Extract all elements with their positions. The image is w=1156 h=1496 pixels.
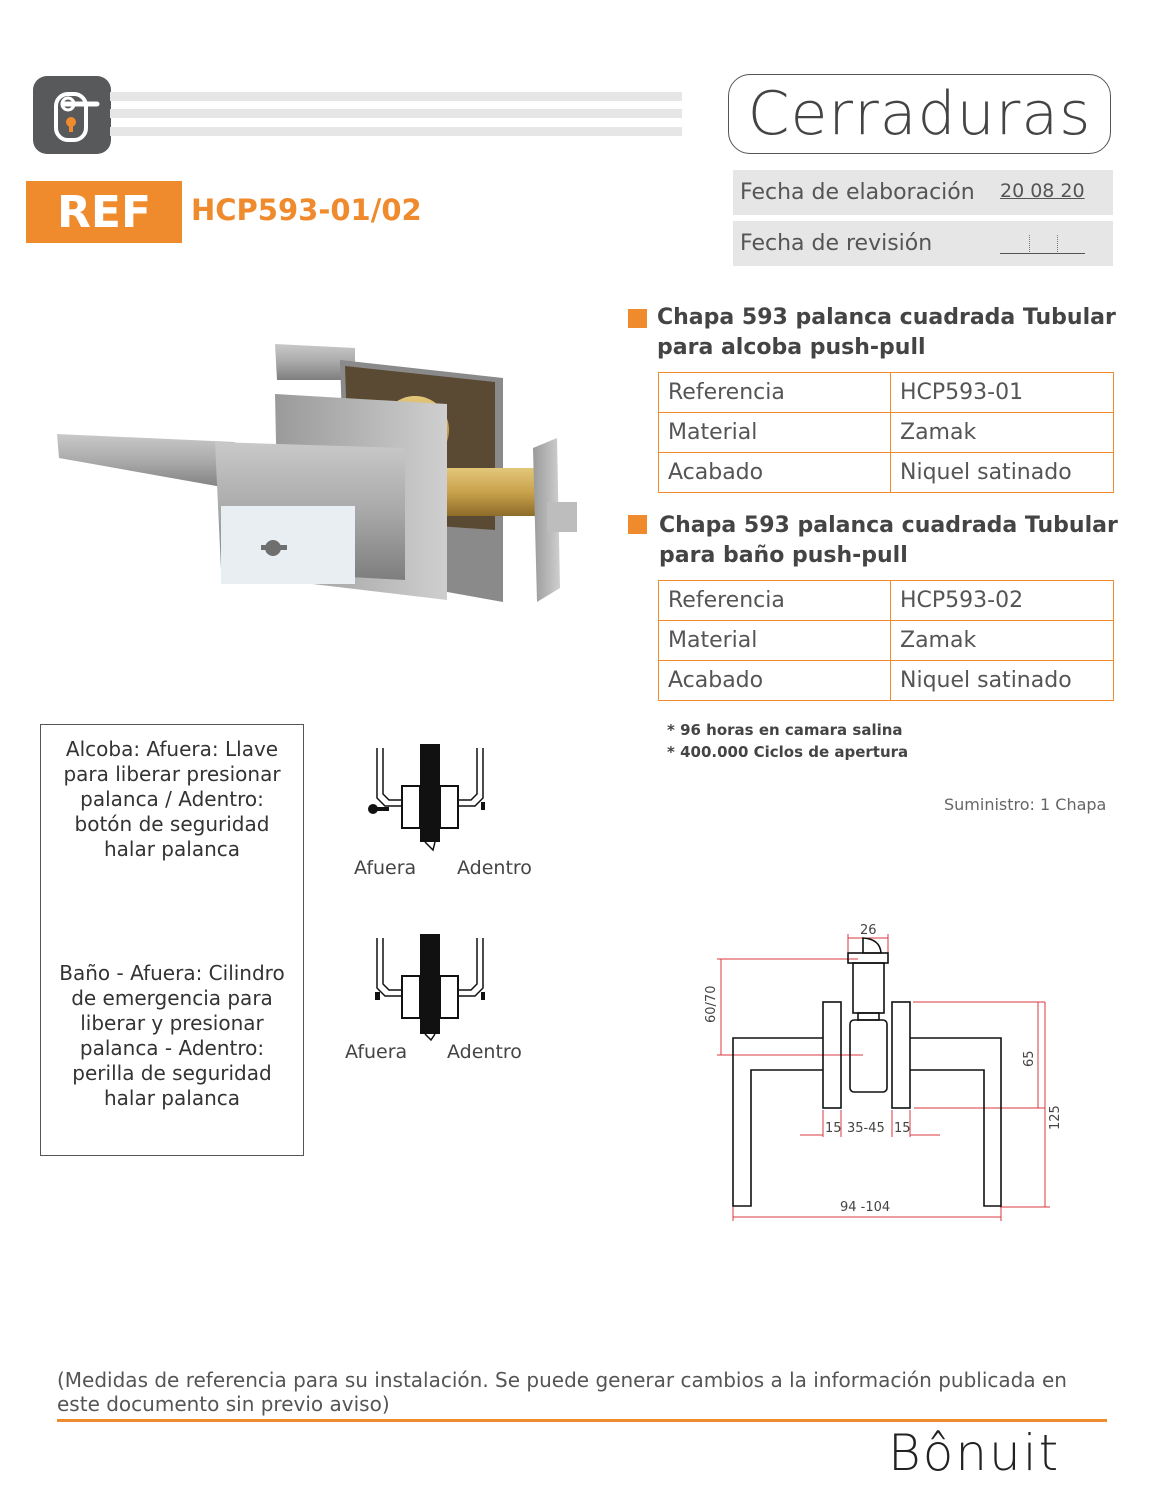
- product-photo: [55, 330, 585, 610]
- footer-disclaimer: (Medidas de referencia para su instalación. Se puede generar cambios a la información publicada en este documento sin previo aviso): [57, 1368, 1067, 1416]
- product-2-title: Chapa 593 palanca cuadrada Tubular para baño push-pull: [659, 513, 1118, 568]
- dim-door-label: 35-45: [847, 1121, 885, 1136]
- outside-label: Afuera: [354, 857, 417, 879]
- inside-label: Adentro: [457, 857, 532, 879]
- dim-rose-label: 65: [1022, 1050, 1037, 1067]
- header-stripe: [110, 92, 682, 101]
- dim-backset-label: 60/70: [704, 985, 719, 1023]
- ref-code: HCP593-01/02: [191, 193, 422, 227]
- table-row: Referencia HCP593-02: [659, 581, 1114, 621]
- date-elaboracion-label: Fecha de elaboración: [740, 180, 975, 205]
- brand-logo: Bônuit: [888, 1424, 1061, 1482]
- dim-lever-label: 94 -104: [840, 1200, 891, 1215]
- product-2-spec-table: [658, 580, 1114, 701]
- outside-label: Afuera: [345, 1041, 408, 1063]
- dim-rose-b-label: 15: [894, 1121, 911, 1136]
- dim-rose-a-label: 15: [825, 1121, 842, 1136]
- dim-latch-label: 26: [860, 923, 877, 938]
- table-row: Material Zamak: [659, 413, 1114, 453]
- header-stripe: [110, 109, 682, 118]
- date-elaboracion-value: 20 08 20: [1000, 180, 1085, 202]
- description-box: [40, 724, 304, 1156]
- door-lock-icon: [33, 76, 111, 154]
- dim-height-label: 125: [1048, 1105, 1063, 1130]
- table-row: Acabado Niquel satinado: [659, 661, 1114, 701]
- description-bano: Baño - Afuera: Cilindro de emergencia para liberar y presionar palanca - Adentro: perilla de seguridad halar palanca: [59, 961, 285, 1110]
- product-1-title: Chapa 593 palanca cuadrada Tubular para alcoba push-pull: [657, 305, 1116, 360]
- footer-divider: [57, 1419, 1107, 1422]
- table-row: Referencia HCP593-01: [659, 373, 1114, 413]
- date-revision-row: [733, 221, 1113, 266]
- header-stripe: [110, 127, 682, 136]
- date-revision-value: [1000, 253, 1085, 254]
- notes: * 96 horas en camara salina * 400.000 Ciclos de apertura: [667, 721, 909, 761]
- description-alcoba: Alcoba: Afuera: Llave para liberar presionar palanca / Adentro: botón de seguridad halar palanca: [63, 737, 281, 861]
- table-row: Acabado Niquel satinado: [659, 453, 1114, 493]
- date-elaboracion-row: [733, 170, 1113, 215]
- product-1-spec-table: [658, 372, 1114, 493]
- door-diagram-bano: [355, 930, 505, 1042]
- page-title: Cerraduras: [728, 74, 1111, 154]
- ref-tag: REF: [26, 181, 182, 243]
- section-bullet: [628, 309, 647, 328]
- section-bullet: [628, 515, 647, 534]
- technical-drawing: [695, 915, 1075, 1225]
- door-diagram-alcoba: [355, 740, 505, 852]
- date-revision-label: Fecha de revisión: [740, 231, 933, 256]
- suministro: Suministro: 1 Chapa: [944, 795, 1107, 814]
- inside-label: Adentro: [447, 1041, 522, 1063]
- table-row: Material Zamak: [659, 621, 1114, 661]
